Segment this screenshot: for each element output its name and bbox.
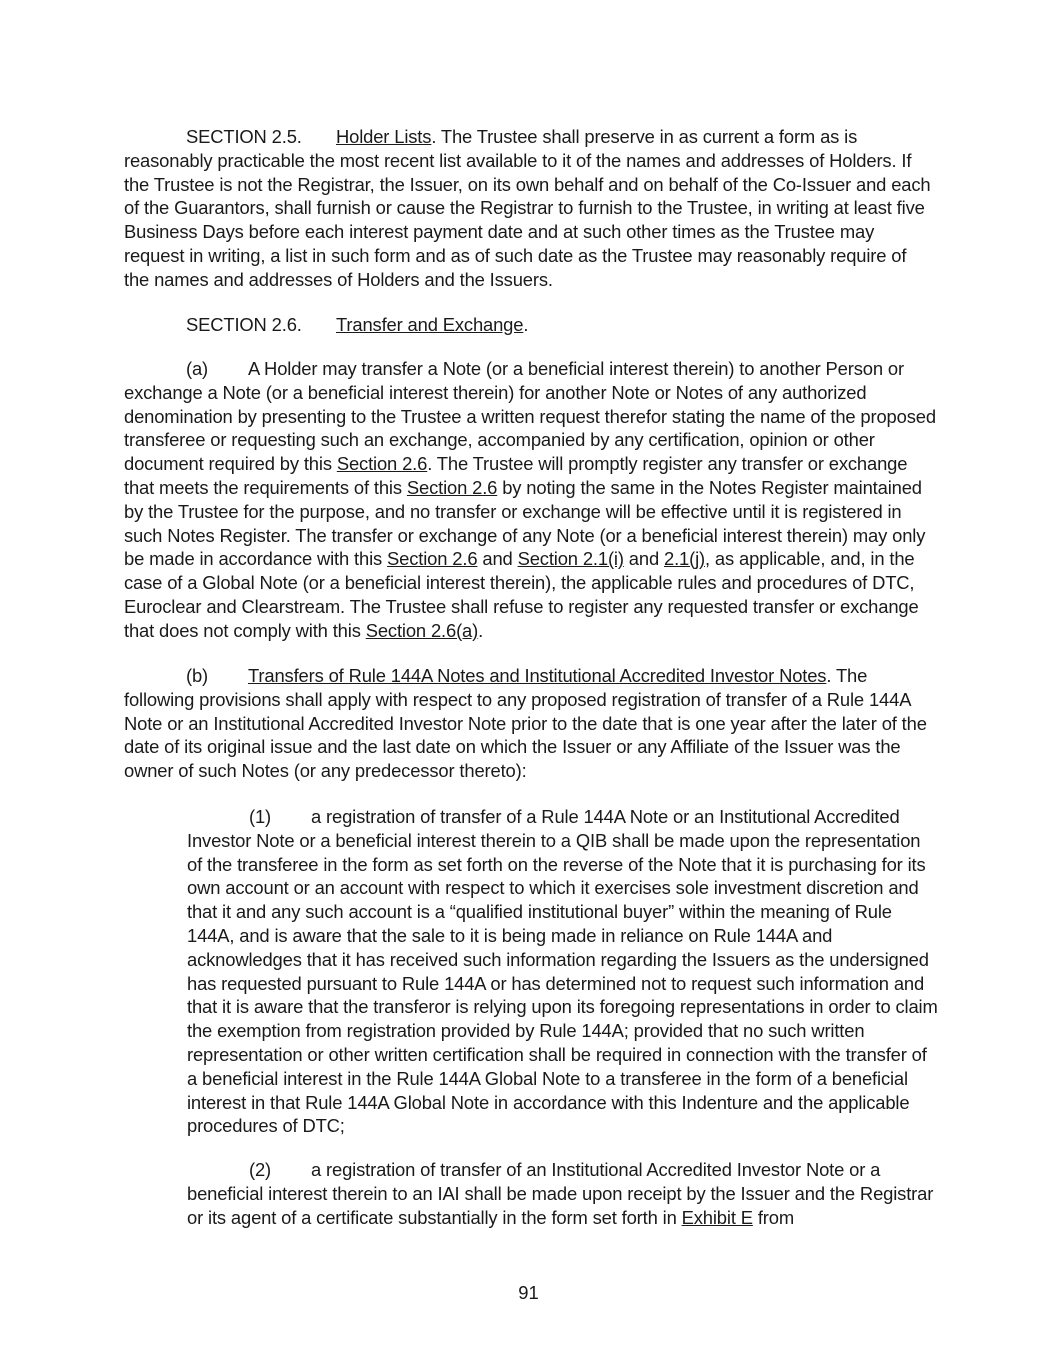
paragraph-text: .: [478, 619, 484, 641]
paragraph-text: . The Trustee shall preserve in as current a form as is reasonably practicable the most recent list available to it of the names and addresses of Holders. If the Trustee is not the Registrar, the Issuer, on its own behalf and on behalf of the Co-Issuer and each of the Guarantors, shall furnish or cause the Registrar to furnish to the Trustee, in writing at least five Business Days before each interest payment date and at such other times as the Trustee may request in writing, a list in such form and as of such date as the Trustee may reasonably require of the names and addresses of Holders and the Issuers.: [124, 126, 931, 290]
cross-reference: Section 2.6: [406, 476, 498, 498]
paragraph-text: . The following provisions shall apply with respect to any proposed registration of transfer of a Rule 144A Note or an Institutional Accredited Investor Note prior to the date that is one year after the later of the date of its original issue and the last date on which the Issuer or any Affiliate of the Issuer was the owner of such Notes (or any predecessor thereto):: [124, 665, 927, 782]
section-title: Holder Lists: [336, 126, 432, 147]
subparagraph-label: (2): [249, 1159, 272, 1180]
paragraph-text: a registration of transfer of a Rule 144A Note or an Institutional Accredited Investor Note or a beneficial interest therein to a QIB shall be made upon the representation of the transferee in the form as set forth on the reverse of the Note that it is purchasing for its own account or an account with respect to which it exercises sole investment discretion and that it and any such account is a “qualified institutional buyer” within the meaning of Rule 144A, and is aware that the sale to it is being made in reliance on Rule 144A and acknowledges that it has received such information regarding the Issuers as the undersigned has requested pursuant to Rule 144A or has determined not to request such information and that it is aware that the transferor is relying upon its foregoing representations in order to claim the exemption from registration provided by Rule 144A; provided that no such written representation or other written certification shall be required in connection with the transfer of a beneficial interest in the Rule 144A Global Note to a transferee in the form of a beneficial interest in that Rule 144A Global Note in accordance with this Indenture and the applicable procedures of DTC;: [187, 806, 938, 1137]
subparagraph-label: (1): [249, 806, 272, 827]
subparagraph-2: [187, 1158, 939, 1229]
section-2-5-paragraph: [124, 125, 936, 292]
cross-reference: Section 2.6: [336, 453, 428, 475]
cross-reference: Section 2.6: [387, 548, 478, 570]
paragraph-text: by noting the same in the Notes Register maintained by the Trustee for the purpose, and no transfer or exchange will be effective until it is registered in such Notes Register. The transfer or exchange of any Note (or a beneficial interest therein) may only be made in accordance with this: [124, 476, 926, 570]
paragraph-text: a registration of transfer of an Institutional Accredited Investor Note or a beneficial interest therein to an IAI shall be made upon receipt by the Issuer and the Registrar or its agent of a certificate substantially in the form set forth in: [187, 1159, 934, 1228]
paragraph-b: [124, 664, 936, 783]
paragraph-text: , as applicable, and, in the case of a Global Note (or a beneficial interest therein), the applicable rules and procedures of DTC, Euroclear and Clearstream. The Trustee shall refuse to register any requested transfer or exchange that does not comply with this: [124, 548, 919, 641]
section-label: SECTION 2.6.: [186, 314, 302, 335]
paragraph-text: and: [477, 548, 518, 570]
cross-reference: Section 2.1(i): [517, 548, 624, 570]
cross-reference: Section 2.6(a): [365, 619, 479, 641]
paragraph-text: A Holder may transfer a Note (or a beneficial interest therein) to another Person or exchange a Note (or a beneficial interest therein) for another Note or Notes of any authorized denomination by presenting to the Trustee a written request therefor stating the name of the proposed transferee or requesting such an exchange, accompanied by any certification, opinion or other document required by this: [124, 358, 936, 475]
cross-reference: Exhibit E: [681, 1206, 753, 1228]
paragraph-text: from: [752, 1206, 795, 1228]
page-number: 91: [518, 1282, 539, 1303]
section-2-6-heading: [124, 313, 936, 337]
section-label: SECTION 2.5.: [186, 126, 302, 147]
subparagraph-1: [187, 805, 939, 1138]
paragraph-text: and: [623, 548, 664, 570]
paragraph-label: (a): [186, 358, 209, 379]
punctuation: .: [523, 314, 529, 335]
paragraph-a: [124, 357, 936, 643]
paragraph-label: (b): [186, 665, 209, 686]
paragraph-title: Transfers of Rule 144A Notes and Institutional Accredited Investor Notes: [248, 665, 827, 686]
paragraph-text: . The Trustee will promptly register any transfer or exchange that meets the requirements of this: [124, 453, 908, 498]
section-title: Transfer and Exchange: [336, 314, 524, 335]
cross-reference: 2.1(j): [664, 548, 705, 570]
